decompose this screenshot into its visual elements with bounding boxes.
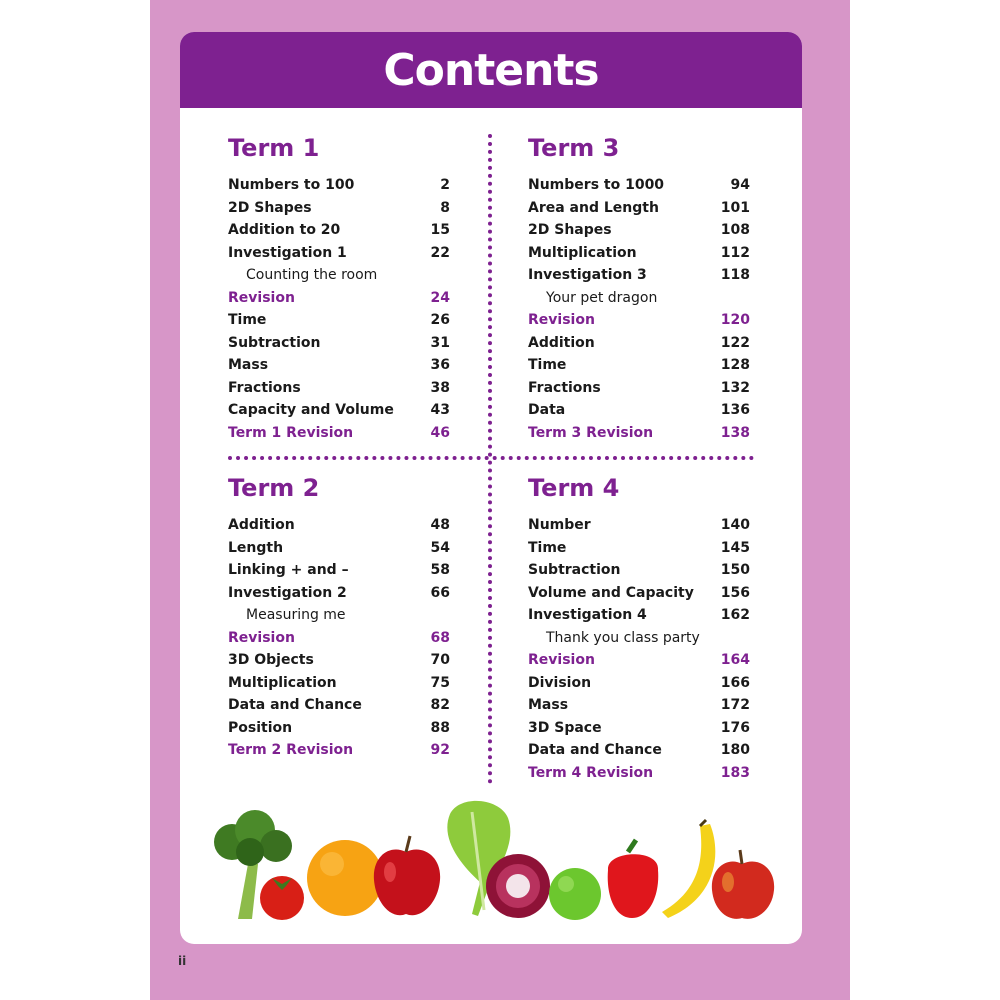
toc-entry (228, 377, 450, 400)
toc-entry-label: Subtraction (228, 334, 321, 351)
section-title: Term 1 (228, 134, 320, 162)
toc-entry (528, 399, 750, 422)
toc-entry-label: Multiplication (228, 674, 337, 691)
toc-subentry (228, 264, 450, 287)
toc-entry-page: 120 (720, 312, 750, 328)
toc-entry (528, 219, 750, 242)
toc-entry-page: 75 (430, 674, 450, 691)
toc-entry (528, 604, 750, 627)
toc-entry-label: Addition (228, 517, 295, 533)
toc-entry (228, 309, 450, 332)
toc-entry-page: 38 (430, 379, 450, 396)
toc-entry-label: Division (528, 674, 592, 691)
toc-entry-page: 26 (430, 312, 450, 328)
title-banner (180, 32, 802, 108)
toc-entry (528, 174, 750, 197)
toc-entry-label: Time (528, 539, 567, 556)
toc-entry-label: Linking + and – (228, 562, 349, 578)
toc-entry-label: Measuring me (246, 607, 346, 623)
section-term-4 (528, 470, 750, 784)
toc-entry-label: Investigation 1 (228, 244, 347, 261)
toc-entry-page: 150 (720, 562, 750, 578)
toc-entry-label: Thank you class party (546, 629, 700, 646)
toc-entry-label: Revision (228, 289, 295, 306)
toc-entry-label: Data and Chance (528, 742, 662, 758)
toc-entry-label: Data and Chance (228, 697, 362, 713)
toc-entry-label: Fractions (228, 379, 301, 396)
toc-entry-label: Term 1 Revision (228, 424, 354, 441)
toc-entry-label: Investigation 2 (228, 584, 347, 601)
toc-revision-entry (228, 627, 450, 650)
toc-entry-label: Mass (528, 697, 569, 713)
toc-revision-entry (228, 422, 450, 445)
toc-entry (528, 694, 750, 717)
toc-entry-label: Your pet dragon (546, 289, 658, 306)
horizontal-divider (228, 456, 754, 460)
toc-entry-label: Term 3 Revision (528, 424, 654, 441)
toc-entry-page: 46 (430, 424, 450, 441)
toc-subentry (528, 627, 750, 650)
toc-entry-page: 58 (430, 562, 450, 578)
toc-entry-label: Addition (528, 334, 595, 351)
toc-entry (228, 559, 450, 582)
toc-entry-page: 8 (440, 199, 450, 216)
toc-entry-page: 172 (720, 697, 750, 713)
toc-entry (228, 219, 450, 242)
toc-entry-page: 132 (720, 379, 750, 396)
toc-entry (528, 354, 750, 377)
toc-entry-page: 140 (720, 517, 750, 533)
toc-entry-page: 128 (720, 357, 750, 373)
toc-entry-page: 156 (720, 584, 750, 601)
toc-entry-page: 24 (430, 289, 450, 306)
toc-entry-label: Investigation 4 (528, 607, 647, 623)
toc-entry-page: 2 (440, 177, 450, 193)
toc-entry-label: Position (228, 719, 293, 736)
toc-entry-label: Investigation 3 (528, 267, 647, 283)
toc-entry-label: Area and Length (528, 199, 659, 216)
toc-entry-page: 36 (430, 357, 450, 373)
toc-entry-page: 176 (720, 719, 750, 736)
page-title: Contents (383, 44, 599, 96)
toc-entry (528, 559, 750, 582)
toc-entry-page: 101 (720, 199, 750, 216)
toc-entry-label: 3D Objects (228, 652, 314, 668)
toc-entry (528, 717, 750, 740)
section-title: Term 2 (228, 474, 320, 502)
toc-entry-label: Revision (528, 312, 595, 328)
toc-entry (528, 672, 750, 695)
toc-entry-page: 180 (720, 742, 750, 758)
toc-entry-page: 112 (720, 244, 750, 261)
toc-entry-page: 162 (720, 607, 750, 623)
toc-entry (228, 197, 450, 220)
toc-entry (228, 354, 450, 377)
red-pepper-icon (608, 840, 659, 918)
toc-entry-label: Length (228, 539, 284, 556)
toc-entry (228, 694, 450, 717)
toc-entry-page: 122 (720, 334, 750, 351)
section-term-3 (528, 130, 750, 444)
toc-entry-page: 108 (720, 222, 750, 238)
section-term-1 (228, 130, 450, 444)
toc-entry (228, 717, 450, 740)
toc-entry-label: Term 4 Revision (528, 764, 654, 781)
toc-entry-label: Numbers to 1000 (528, 177, 665, 193)
toc-entry-page: 31 (430, 334, 450, 351)
toc-entry-page: 70 (430, 652, 450, 668)
toc-entry (228, 537, 450, 560)
toc-entry (528, 739, 750, 762)
toc-entry (528, 377, 750, 400)
toc-entry-label: Term 2 Revision (228, 742, 354, 758)
toc-entry-label: Fractions (528, 379, 601, 396)
toc-entry-page: 82 (430, 697, 450, 713)
toc-subentry (528, 287, 750, 310)
toc-entry-page: 136 (720, 402, 750, 418)
banana-icon (662, 820, 715, 918)
toc-entry-page: 138 (720, 424, 750, 441)
toc-entry-page: 145 (720, 539, 750, 556)
apple-icon (712, 850, 774, 919)
toc-entry (228, 582, 450, 605)
toc-entry-label: Volume and Capacity (528, 584, 694, 601)
toc-entry-page: 118 (720, 267, 750, 283)
toc-entry-label: Capacity and Volume (228, 402, 394, 418)
toc-entry (528, 514, 750, 537)
toc-entry (228, 649, 450, 672)
toc-entry (528, 264, 750, 287)
toc-entry-label: Multiplication (528, 244, 637, 261)
toc-subentry (228, 604, 450, 627)
toc-entry-label: Mass (228, 357, 269, 373)
toc-entry-page: 166 (720, 674, 750, 691)
toc-entry (528, 582, 750, 605)
toc-entry-page: 66 (430, 584, 450, 601)
toc-entry-label: Number (528, 517, 591, 533)
toc-revision-entry (528, 649, 750, 672)
toc-entry-label: 2D Shapes (528, 222, 612, 238)
toc-entry (228, 672, 450, 695)
apple-icon (374, 836, 440, 915)
toc-entry-page: 54 (430, 539, 450, 556)
toc-entry-page: 164 (720, 652, 750, 668)
toc-entry (228, 242, 450, 265)
toc-revision-entry (528, 762, 750, 785)
toc-entry-page: 48 (430, 517, 450, 533)
toc-entry-label: Revision (528, 652, 595, 668)
toc-entry-label: Revision (228, 629, 295, 646)
toc-entry-page: 183 (720, 764, 750, 781)
toc-entry (528, 197, 750, 220)
lime-icon (549, 868, 601, 920)
section-title: Term 4 (528, 474, 620, 502)
section-term-2 (228, 470, 450, 762)
toc-revision-entry (528, 422, 750, 445)
contents-card (180, 32, 802, 944)
toc-entry (528, 537, 750, 560)
toc-entry-page: 15 (430, 222, 450, 238)
toc-revision-entry (528, 309, 750, 332)
onion-icon (486, 854, 550, 918)
book-page (150, 0, 850, 1000)
toc-entry-label: 2D Shapes (228, 199, 312, 216)
page-number: ii (178, 954, 187, 968)
toc-entry-page: 88 (430, 719, 450, 736)
toc-entry (228, 514, 450, 537)
toc-entry-label: Subtraction (528, 562, 621, 578)
toc-entry-label: 3D Space (528, 719, 602, 736)
tomato-icon (260, 876, 304, 920)
toc-entry-label: Time (528, 357, 567, 373)
toc-entry-label: Numbers to 100 (228, 177, 355, 193)
section-title: Term 3 (528, 134, 620, 162)
toc-entry-page: 43 (430, 402, 450, 418)
toc-entry-page: 92 (430, 742, 450, 758)
toc-entry-page: 68 (430, 629, 450, 646)
toc-entry (528, 242, 750, 265)
toc-entry-page: 22 (430, 244, 450, 261)
toc-entry (228, 399, 450, 422)
toc-revision-entry (228, 739, 450, 762)
toc-entry (228, 332, 450, 355)
toc-entry (228, 174, 450, 197)
fruit-vegetable-illustration (210, 794, 780, 924)
toc-entry-label: Time (228, 312, 267, 328)
toc-entry-label: Data (528, 402, 566, 418)
orange-icon (307, 840, 383, 916)
toc-entry-label: Counting the room (246, 267, 378, 283)
toc-entry-label: Addition to 20 (228, 222, 341, 238)
toc-entry (528, 332, 750, 355)
toc-revision-entry (228, 287, 450, 310)
toc-entry-page: 94 (730, 177, 750, 193)
